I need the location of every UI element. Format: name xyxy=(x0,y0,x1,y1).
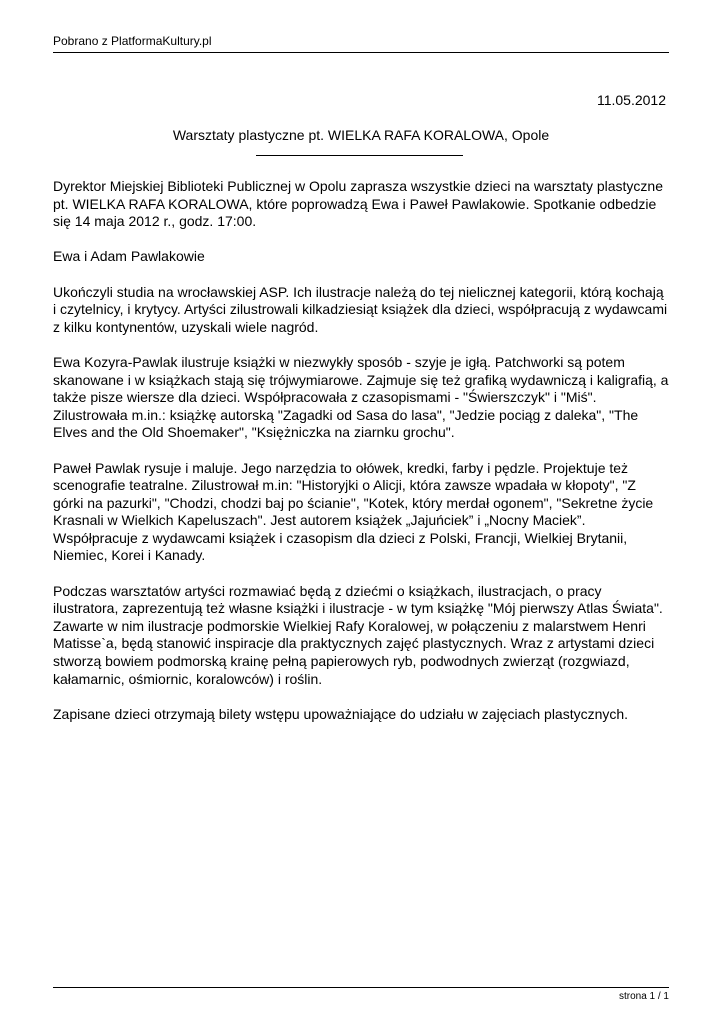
paragraph-artists-heading: Ewa i Adam Pawlakowie xyxy=(53,248,205,265)
document-title: Warsztaty plastyczne pt. WIELKA RAFA KORALOWA, Opole xyxy=(172,127,550,143)
paragraph-workshop-description: Podczas warsztatów artyści rozmawiać będą z dziećmi o książkach, ilustracjach, o pracy ilustratora, zaprezentują też własne książki i ilustracje - w tym książkę "Mój pierwszy Atlas Świata". Zawarte w nim ilustracje podmorskie Wielkiej Rafy Koralowej, w połączeniu z malarstwem Henri Matisse`a, będą stanowić inspiracje dla praktycznych zajęć plastycznych. Wraz z artystami dzieci stworzą bowiem podmorską krainę pełną papierowych ryb, podwodnych zwierząt (rozgwiazd, kałamarnic, ośmiornic, koralowców) i roślin. xyxy=(53,582,663,687)
paragraph-intro: Dyrektor Miejskiej Biblioteki Publicznej w Opolu zaprasza wszystkie dzieci na warsztaty plastyczne pt. WIELKA RAFA KORALOWA, które poprowadzą Ewa i Paweł Pawlakowie. Spotkanie odbedzie się 14 maja 2012 r., godz. 17:00. xyxy=(53,178,664,230)
paragraph-artists-bio: Ukończyli studia na wrocławskiej ASP. Ich ilustracje należą do tej nielicznej kategorii, którą kochają i czytelnicy, i krytycy. Artyści zilustrowali kilkadziesiąt książek dla dzieci, współpracują z wydawcami z kilku kontynentów, uzyskali wiele nagród. xyxy=(53,283,668,335)
paragraph-ewa-kozyra-pawlak: Ewa Kozyra-Pawlak ilustruje książki w niezwykły sposób - szyje je igłą. Patchworki są potem skanowane i w książkach stają się trójwymiarowe. Zajmuje się też grafiką wydawniczą i kaligrafią, a także pisze wiersze dla dzieci. Współpracowała z czasopismami - "Świerszczyk" i "Miś". Zilustrowała m.in.: książkę autorską "Zagadki od Sasa do lasa", "Jedzie pociąg z daleka", "The Elves and the Old Shoemaker", "Księżniczka na ziarnku grochu". xyxy=(53,353,669,441)
page-header-source: Pobrano z PlatformaKultury.pl xyxy=(53,34,212,48)
paragraph-tickets: Zapisane dzieci otrzymają bilety wstępu upoważniające do udziału w zajęciach plastycznych. xyxy=(53,705,629,722)
paragraph-pawel-pawlak: Paweł Pawlak rysuje i maluje. Jego narzędzia to ołówek, kredki, farby i pędzle. Projektuje też scenografie teatralne. Zilustrował m.in: "Historyjki o Alicji, która zawsze wpadała w kłopoty", "Z górki na pazurki", "Chodzi, chodzi baj po ścianie", "Kotek, który merdał ogonem", "Sekretne życie Krasnali w Wielkich Kapeluszach". Jest autorem książek „Jajuńciek” i „Nocny Maciek”. Współpracuje z wydawcami książek i czasopism dla dzieci z Polski, Francji, Wielkiej Brytanii, Niemiec, Korei i Kanady. xyxy=(53,459,654,564)
page-number: strona 1 / 1 xyxy=(618,991,669,1002)
header-divider xyxy=(53,52,669,53)
footer-divider xyxy=(53,987,669,988)
document-body xyxy=(53,178,669,741)
document-date: 11.05.2012 xyxy=(596,92,666,108)
title-underline xyxy=(256,155,463,156)
